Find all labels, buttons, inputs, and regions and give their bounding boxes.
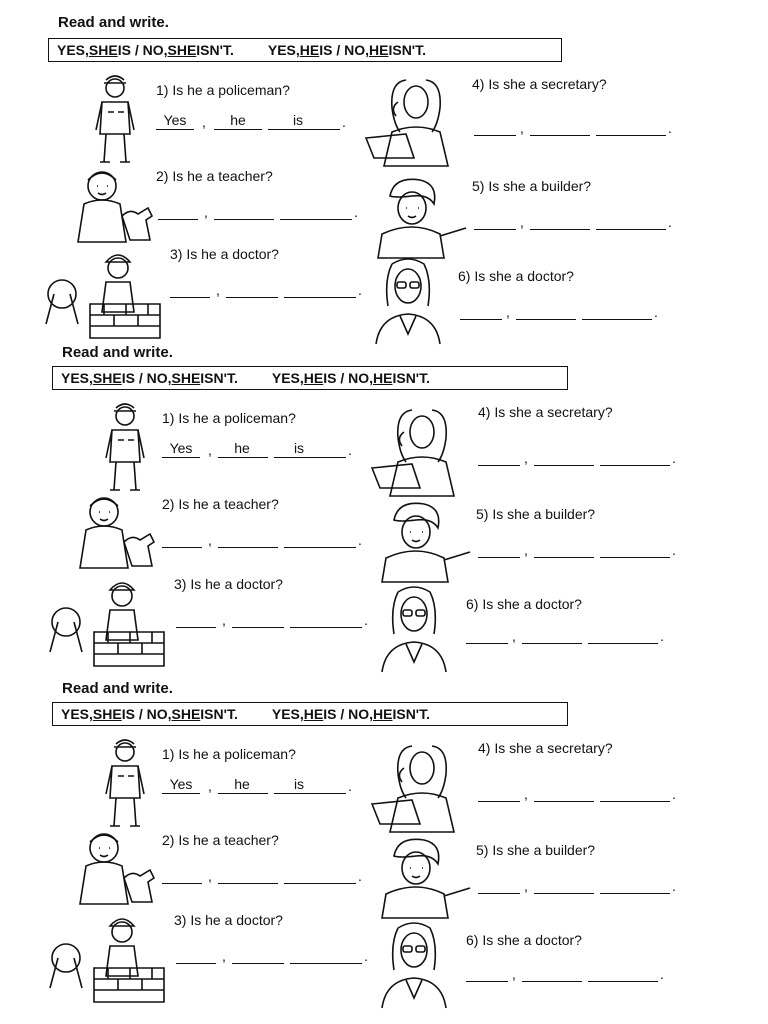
- builder-picture: [44, 908, 168, 1004]
- grammar-rule-box: YES,SHEIS / NO,SHEISN'T. YES,HEIS / NO,HEISN'T.: [48, 38, 562, 62]
- answer-2[interactable]: , .: [162, 866, 362, 884]
- answer-5[interactable]: , .: [474, 212, 678, 230]
- answer-2[interactable]: , .: [162, 530, 362, 548]
- answer-1: Yes , he is .: [162, 776, 358, 794]
- policeman-picture: [96, 400, 154, 496]
- answer-6[interactable]: , .: [466, 964, 670, 982]
- worksheet-section-2: [0, 344, 768, 678]
- builder-picture: [44, 572, 168, 668]
- answer-1: Yes , he is .: [156, 112, 346, 130]
- teacher-picture: [70, 164, 166, 244]
- answer-4[interactable]: , .: [474, 118, 678, 136]
- answer-4[interactable]: , .: [478, 784, 682, 802]
- question-4: 4) Is she a secretary?: [472, 76, 607, 92]
- question-1: 1) Is he a policeman?: [162, 746, 296, 762]
- secretary-picture: [368, 738, 472, 834]
- section-title: Read and write.: [58, 14, 169, 31]
- answer-6[interactable]: , .: [460, 302, 664, 320]
- answer-3[interactable]: , .: [176, 610, 370, 628]
- question-2: 2) Is he a teacher?: [156, 168, 273, 184]
- question-4: 4) Is she a secretary?: [478, 740, 613, 756]
- section-title: Read and write.: [62, 680, 173, 697]
- question-1: 1) Is he a policeman?: [156, 82, 290, 98]
- grammar-rule-box: YES,SHEIS / NO,SHEISN'T. YES,HEIS / NO,HEISN'T.: [52, 366, 568, 390]
- grammar-rule-box: YES,SHEIS / NO,SHEISN'T. YES,HEIS / NO,HEISN'T.: [52, 702, 568, 726]
- question-6: 6) Is she a doctor?: [466, 932, 582, 948]
- answer-1: Yes , he is .: [162, 440, 358, 458]
- section-title: Read and write.: [62, 344, 173, 361]
- answer-4[interactable]: , .: [478, 448, 682, 466]
- woman-builder-picture: [372, 498, 472, 584]
- question-3: 3) Is he a doctor?: [174, 912, 283, 928]
- question-4: 4) Is she a secretary?: [478, 404, 613, 420]
- woman-doctor-picture: [366, 254, 450, 346]
- builder-picture: [40, 244, 164, 340]
- answer-3[interactable]: , .: [170, 280, 364, 298]
- answer-5[interactable]: , .: [478, 876, 682, 894]
- woman-doctor-picture: [372, 918, 456, 1010]
- woman-builder-picture: [372, 834, 472, 920]
- answer-6[interactable]: , .: [466, 626, 670, 644]
- policeman-picture: [86, 72, 144, 168]
- question-2: 2) Is he a teacher?: [162, 496, 279, 512]
- answer-3[interactable]: , .: [176, 946, 370, 964]
- secretary-picture: [368, 402, 472, 498]
- question-2: 2) Is he a teacher?: [162, 832, 279, 848]
- teacher-picture: [72, 826, 168, 906]
- question-3: 3) Is he a doctor?: [170, 246, 279, 262]
- woman-builder-picture: [368, 174, 468, 260]
- question-5: 5) Is she a builder?: [472, 178, 592, 194]
- question-6: 6) Is she a doctor?: [458, 268, 574, 284]
- worksheet-section-1: [0, 14, 768, 348]
- worksheet-section-3: [0, 680, 768, 1014]
- secretary-picture: [362, 72, 466, 168]
- question-3: 3) Is he a doctor?: [174, 576, 283, 592]
- woman-doctor-picture: [372, 582, 456, 674]
- question-6: 6) Is she a doctor?: [466, 596, 582, 612]
- question-1: 1) Is he a policeman?: [162, 410, 296, 426]
- question-5: 5) Is she a builder?: [476, 842, 596, 858]
- answer-2[interactable]: , .: [158, 202, 358, 220]
- answer-5[interactable]: , .: [478, 540, 682, 558]
- teacher-picture: [72, 490, 168, 570]
- question-5: 5) Is she a builder?: [476, 506, 596, 522]
- policeman-picture: [96, 736, 154, 832]
